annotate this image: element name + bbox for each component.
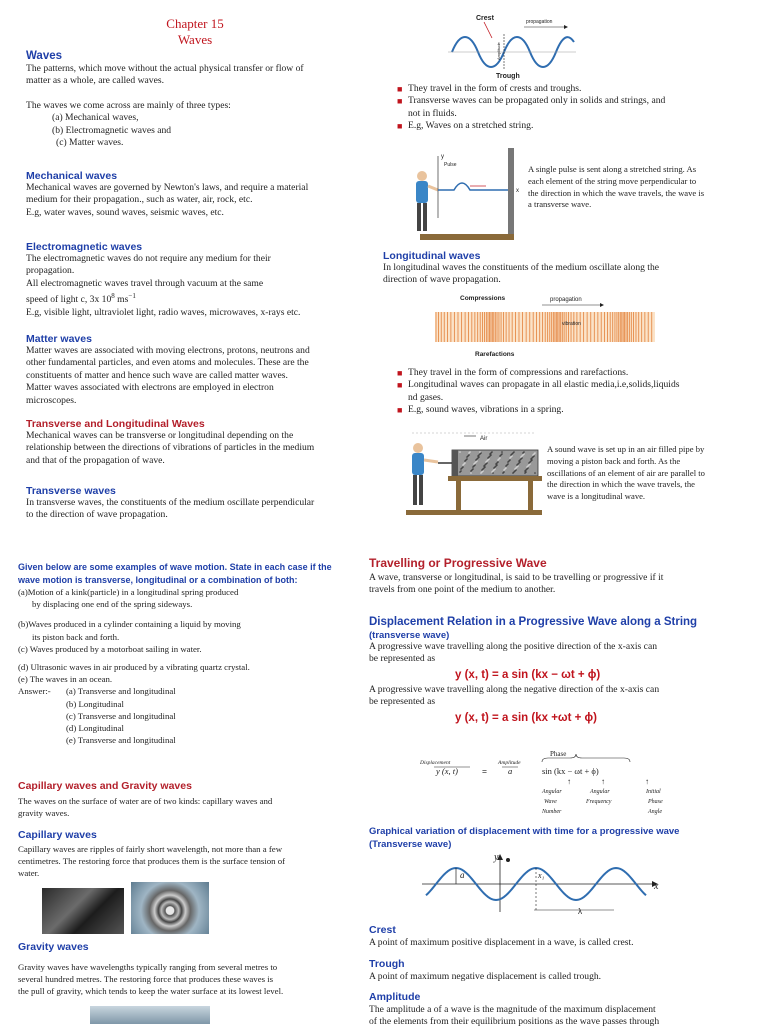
capillary-line: centimetres. The restoring force that produces them is the surface tension of: [18, 856, 286, 867]
example-item: (d) Ultrasonic waves in air produced by a vibrating quartz crystal.: [18, 662, 250, 673]
air-particle: [526, 466, 528, 468]
air-particle: [520, 456, 522, 458]
graph-heading-block: [369, 826, 749, 850]
longitudinal-line: direction of wave propagation.: [383, 274, 501, 286]
amplitude-line: of the elements from their equilibrium positions as the wave passes through: [369, 1016, 660, 1028]
air-particle: [481, 469, 483, 471]
air-particle: [483, 465, 485, 467]
examples-question: [18, 561, 368, 755]
longitudinal-section: [383, 250, 743, 287]
answer-item: (c) Transverse and longitudinal: [66, 710, 176, 721]
displacement-section: [369, 616, 749, 724]
table-leg: [528, 481, 533, 511]
tl-section: [26, 418, 381, 467]
piston-figure: [404, 428, 544, 524]
topic-title: Waves: [177, 32, 213, 47]
trough-text: A point of maximum negative displacement is called trough.: [369, 971, 602, 982]
waves-heading: Waves: [26, 50, 63, 62]
air-particle: [462, 464, 464, 466]
air-particle: [505, 465, 507, 467]
caption-line: a transverse wave.: [528, 199, 592, 210]
table-leg: [456, 481, 461, 511]
capillary-heading: Capillary waves: [18, 829, 97, 841]
air-particle: [460, 468, 462, 470]
person-body: [412, 453, 424, 475]
example-item: (b)Waves produced in a cylinder containing a liquid by moving: [18, 619, 241, 630]
air-particle: [518, 460, 520, 462]
trough-section: [369, 958, 749, 983]
longitudinal-bullets: [395, 367, 745, 417]
trough-heading: Trough: [369, 958, 405, 970]
air-particle: [534, 472, 536, 474]
angular-freq-label: Angular: [590, 789, 610, 795]
mechanical-heading: Mechanical waves: [26, 170, 118, 182]
air-particle: [499, 455, 501, 457]
waves-def-1: The patterns, which move without the actual physical transfer or flow of: [26, 63, 304, 74]
air-particle: [477, 455, 479, 457]
caption-line: oscillations of an element of air are parallel to: [547, 467, 705, 478]
caption-line: A sound wave is set up in an air filled pipe by: [547, 444, 705, 454]
bullet-item: ■ E.g, sound waves, vibrations in a spring.: [397, 404, 564, 416]
answer-item: (b) Longitudinal: [66, 698, 124, 709]
lhs-text: y (x, t): [436, 766, 458, 776]
air-particle: [528, 462, 530, 464]
air-particle: [516, 464, 518, 466]
displacement-heading: Displacement Relation in a Progressive Wave along a String: [369, 616, 698, 628]
air-particle: [464, 460, 466, 462]
tl-heading: Transverse and Longitudinal Waves: [26, 418, 205, 430]
em-heading: Electromagnetic waves: [26, 241, 143, 253]
air-particle: [479, 451, 481, 453]
initial-phase-label: Angle: [648, 809, 662, 815]
wave-type-a: (a) Mechanical waves,: [52, 112, 139, 124]
capillary-line: Capillary waves are ripples of fairly short wavelength, not more than a few: [18, 844, 283, 854]
crest-section: [369, 924, 749, 949]
em-line: All electromagnetic waves travel through vacuum at the same: [26, 277, 264, 289]
graph-heading: Graphical variation of displacement with time for a progressive wave: [369, 826, 680, 837]
mechanical-line: medium for their propagation., such as water, air, rock, etc.: [26, 194, 253, 206]
gravity-line: Gravity waves have wavelengths typically ranging from several metres to: [18, 962, 278, 972]
crest-heading: Crest: [369, 924, 396, 936]
em-speed-text: speed of light c, 3x 10: [26, 294, 112, 306]
graph-subheading: (Transverse wave): [369, 839, 452, 850]
transverse-heading: Transverse waves: [26, 485, 116, 497]
angular-wave-label: Angular: [542, 789, 562, 795]
gravity-heading: Gravity waves: [18, 941, 89, 953]
transverse-bullets: [395, 83, 740, 133]
initial-phase-label: Initial: [646, 789, 661, 795]
tl-line: and that of the propagation of wave.: [26, 454, 165, 466]
graph-x-label: x: [654, 881, 659, 892]
bullet-item: ■ E.g, Waves on a stretched string.: [397, 120, 534, 132]
air-particle: [501, 451, 503, 453]
trough-label: Trough: [496, 73, 520, 80]
caption-line: each element of the string move perpendicular to: [528, 175, 697, 186]
example-item: (a)Motion of a kink(particle) in a longitudinal spring produced: [18, 587, 239, 597]
floor: [420, 234, 514, 240]
example-item: its piston back and forth.: [32, 631, 120, 642]
answers-block: [18, 685, 368, 755]
amplitude-symbol: a: [508, 766, 513, 776]
capillary-photo-2: [131, 882, 209, 934]
equals-sign: =: [482, 766, 487, 776]
person-head: [413, 443, 423, 453]
matter-line: microscopes.: [26, 394, 77, 406]
air-particle: [507, 461, 509, 463]
capgrav-line: The waves on the surface of water are of two kinds: capillary waves and: [18, 796, 273, 806]
gravity-line: several hundred metres. The restoring force that produces these waves is: [18, 974, 274, 985]
rarefactions-label: Rarefactions: [475, 351, 515, 358]
person-leg: [417, 203, 421, 231]
compressions-label: Compressions: [460, 295, 506, 302]
angular-wave-label: Wave: [544, 799, 557, 805]
bullet-item: ■ Transverse waves can be propagated only in solids and strings, and: [397, 95, 666, 107]
piston: [452, 450, 458, 476]
y-label: y: [441, 154, 444, 160]
air-particle: [514, 468, 516, 470]
person-arm: [424, 460, 438, 462]
wave-type-b: (b) Electromagnetic waves and: [52, 124, 172, 136]
propagation-label-2: propagation: [550, 297, 582, 303]
example-item: (e) The waves in an ocean.: [18, 674, 113, 685]
air-label: Air: [480, 436, 488, 442]
question-line: wave motion is transverse, longitudinal or a combination of both:: [18, 574, 298, 585]
air-particle: [489, 453, 491, 455]
amplitude-heading: Amplitude: [369, 991, 421, 1003]
em-speed-unit-exp: −1: [128, 292, 136, 301]
answer-label: Answer:-: [18, 686, 51, 697]
bullet-item: not in fluids.: [408, 107, 457, 119]
air-particle: [524, 470, 526, 472]
air-particle: [466, 456, 468, 458]
matter-section: [26, 333, 381, 407]
capgrav-section: [18, 780, 363, 819]
air-particle: [495, 463, 497, 465]
up-arrow: ↑: [601, 777, 605, 786]
equation-positive: y (x, t) = a sin (kx − ωt + ϕ): [455, 668, 601, 681]
phase-label: Phase: [550, 750, 567, 758]
air-particle: [503, 469, 505, 471]
air-particle: [459, 451, 461, 453]
rhs-text: sin (kx − ωt + ϕ): [542, 766, 599, 776]
example-item: (c) Waves produced by a motorboat sailing in water.: [18, 643, 202, 654]
em-examples: E.g, visible light, ultraviolet light, radio waves, microwaves, x-rays etc.: [26, 306, 301, 318]
em-section: [26, 241, 381, 319]
displacement-line: be represented as: [369, 696, 436, 708]
air-particle: [524, 472, 526, 474]
capillary-line: water.: [18, 868, 40, 879]
chapter-title: Chapter 15: [166, 16, 224, 31]
equation-negative: y (x, t) = a sin (kx +ωt + ϕ): [455, 711, 598, 724]
displacement-sub: (transverse wave): [369, 630, 450, 641]
air-particle: [502, 472, 504, 474]
up-arrow: ↑: [567, 777, 571, 786]
person-leg: [423, 203, 427, 231]
table-top: [448, 476, 542, 481]
equation-anatomy-figure: [420, 746, 680, 820]
person-leg: [419, 475, 423, 505]
person-body: [416, 181, 428, 203]
air-particle: [473, 463, 475, 465]
transverse-line: In transverse waves, the constituents of the medium oscillate perpendicular: [26, 497, 315, 508]
moving-dot: [506, 858, 510, 862]
air-particle: [475, 459, 477, 461]
angular-wave-label: Number: [542, 809, 562, 815]
caption-line: A single pulse is sent along a stretched string. As: [528, 164, 697, 174]
crest-label: Crest: [476, 15, 494, 22]
air-particle: [472, 466, 474, 468]
up-arrow: ↑: [645, 777, 649, 786]
amplitude-label-2: Amplitude: [498, 760, 521, 766]
waves-types-intro: The waves we come across are mainly of three types:: [26, 99, 231, 111]
crest-pointer: [484, 22, 492, 38]
propagation-arrowhead-2: [600, 303, 604, 307]
pulse-caption: [528, 164, 743, 211]
progressive-heading: Travelling or Progressive Wave: [369, 556, 547, 570]
caption-line: the direction in which the wave travels, the wave is: [528, 187, 705, 198]
pulse-string: [438, 183, 508, 190]
floor: [406, 510, 542, 515]
capgrav-heading: Capillary waves and Gravity waves: [18, 780, 192, 792]
mechanical-section: [26, 170, 381, 219]
person-arm: [428, 186, 438, 190]
caption-line: wave is a longitudinal wave.: [547, 491, 646, 502]
mechanical-line: Mechanical waves are governed by Newton's laws, and require a material: [26, 182, 309, 193]
vibration-label: vibration: [562, 321, 581, 327]
matter-line: constituents of matter and hence such wave are called matter waves.: [26, 369, 288, 381]
progressive-line: travels from one point of the medium to another.: [369, 584, 556, 596]
air-particle: [532, 454, 534, 456]
x-label: x: [516, 188, 519, 194]
graph-y-label: y: [494, 852, 499, 863]
pulse-label: Pulse: [444, 162, 457, 168]
bullet-item: ■ Longitudinal waves can propagate in all elastic media,i.e,solids,liquids: [397, 379, 680, 391]
initial-phase-label: Phase: [648, 799, 663, 805]
transverse-section: [26, 485, 381, 522]
em-line: propagation.: [26, 265, 75, 277]
bullet-item: ■ They travel in the form of compressions and rarefactions.: [397, 367, 629, 378]
displacement-line: be represented as: [369, 653, 436, 665]
graph-a-label: a: [460, 870, 465, 880]
matter-heading: Matter waves: [26, 333, 92, 345]
wall: [508, 148, 514, 240]
displacement-graph: [420, 852, 670, 922]
waves-def-2: matter as a whole, are called waves.: [26, 75, 164, 87]
em-speed-exp: 8: [111, 292, 115, 301]
em-speed-unit: ms: [114, 294, 129, 306]
transverse-wave-figure: [440, 10, 580, 82]
question-line: Given below are some examples of wave motion. State in each case if the: [18, 562, 332, 572]
air-particle: [510, 454, 512, 456]
air-particle: [512, 472, 514, 474]
air-particle: [491, 471, 493, 473]
air-particle: [468, 452, 470, 454]
person-head: [417, 171, 427, 181]
air-particle: [470, 470, 472, 472]
air-particle: [470, 472, 472, 474]
em-speed-line: [26, 290, 381, 307]
air-particle: [493, 467, 495, 469]
air-particle: [480, 472, 482, 474]
waves-section: [26, 50, 376, 149]
tl-line: relationship between the directions of vibrations of particles in the medium: [26, 442, 315, 454]
air-particle: [522, 452, 524, 454]
matter-line: Matter waves associated with electrons are employed in electron: [26, 382, 274, 394]
bullet-item: nd gases.: [408, 391, 444, 403]
progressive-line: A wave, transverse or longitudinal, is said to be travelling or progressive if it: [369, 572, 664, 583]
mechanical-line: E.g, water waves, sound waves, seismic waves, etc.: [26, 206, 224, 218]
answer-item: (e) Transverse and longitudinal: [66, 735, 176, 746]
tl-line: Mechanical waves can be transverse or longitudinal depending on the: [26, 430, 294, 441]
piston-caption: [547, 444, 747, 503]
pulse-string-figure: [400, 148, 525, 240]
answer-item: (a) Transverse and longitudinal: [66, 686, 176, 697]
answer-item: (d) Longitudinal: [66, 723, 124, 734]
air-particle: [497, 459, 499, 461]
air-particle: [509, 457, 511, 459]
graph-x1-label: x₁: [538, 871, 545, 880]
gravity-photo: [90, 1006, 210, 1024]
displacement-line: A progressive wave travelling along the negative direction of the x-axis can: [369, 683, 660, 695]
amplitude-label: Amplitude: [496, 42, 501, 60]
air-particle: [487, 457, 489, 459]
matter-line: Matter waves are associated with moving electrons, protons, neutrons and: [26, 345, 310, 356]
displacement-line: A progressive wave travelling along the positive direction of the x-axis can: [369, 641, 657, 652]
propagation-arrowhead: [564, 25, 568, 29]
crest-text: A point of maximum positive displacement in a wave, is called crest.: [369, 937, 634, 948]
caption-line: the direction in which the wave travels, the: [547, 479, 695, 490]
bullet-item: ■ They travel in the form of crests and troughs.: [397, 83, 582, 94]
propagation-label: propagation: [526, 19, 553, 25]
caption-line: moving a piston back and forth. As the: [547, 455, 681, 466]
amplitude-line: The amplitude a of a wave is the magnitude of the maximum displacement: [369, 1004, 656, 1015]
gravity-line: the pull of gravity, which tends to keep the water surface at its lowest level.: [18, 986, 284, 997]
transverse-line: to the direction of wave propagation.: [26, 509, 168, 521]
capillary-section: [18, 829, 363, 880]
capillary-photo-1: [42, 888, 124, 934]
matter-line: other fundamental particles, and even atoms and molecules. These are the: [26, 357, 309, 369]
wave-type-c: (c) Matter waves.: [56, 137, 124, 149]
angular-freq-label: Frequency: [586, 799, 612, 805]
person-leg: [413, 475, 417, 505]
amplitude-section: [369, 991, 749, 1029]
air-particle: [530, 458, 532, 460]
gravity-section: [18, 941, 363, 998]
graph-lambda-label: λ: [578, 907, 582, 916]
longitudinal-line: In longitudinal waves the constituents of the medium oscillate along the: [383, 262, 660, 273]
example-item: by displacing one end of the spring sideways.: [32, 599, 193, 610]
progressive-section: [369, 556, 749, 597]
capgrav-line: gravity waves.: [18, 808, 70, 819]
em-line: The electromagnetic waves do not require any medium for their: [26, 253, 271, 264]
air-particle: [485, 461, 487, 463]
displacement-label: Displacement: [420, 760, 451, 766]
longitudinal-heading: Longitudinal waves: [383, 250, 481, 262]
compressions-figure: [430, 290, 660, 360]
air-particle: [459, 471, 461, 473]
chapter-header: [120, 16, 270, 48]
